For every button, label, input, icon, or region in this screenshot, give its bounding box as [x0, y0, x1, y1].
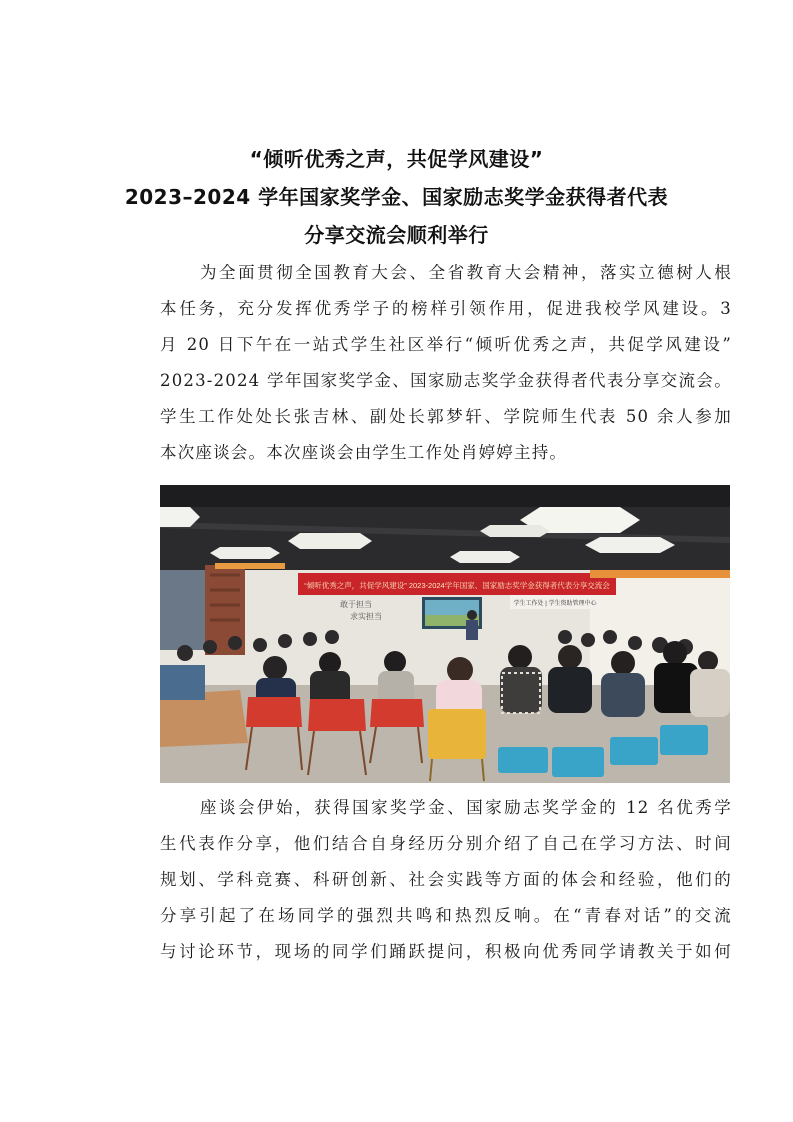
title-line-3: 分享交流会顺利举行: [304, 223, 489, 247]
banner-text: “倾听优秀之声，共促学风建设” 2023-2024学年国家、国家励志奖学金获得者代表分享交流会: [304, 581, 610, 590]
paragraph2-line: 座谈会伊始，获得国家奖学金、国家励志奖学金的 12 名优秀学: [200, 798, 732, 817]
event-photo: [160, 485, 730, 783]
paragraph1-line: 2023-2024 学年国家奖学金、国家励志奖学金获得者代表分享交流会。: [160, 371, 732, 390]
paragraph1-line: 本任务，充分发挥优秀学子的榜样引领作用，促进我校学风建设。3: [160, 299, 732, 318]
wall-text-1: 敢于担当: [340, 600, 372, 609]
paragraph2-line: 规划、学科竞赛、科研创新、社会实践等方面的体会和经验，他们的: [160, 870, 732, 889]
paragraph1-line: 本次座谈会。本次座谈会由学生工作处肖婷婷主持。: [160, 443, 568, 462]
paragraph1-line: 学生工作处处长张吉林、副处长郭梦轩、学院师生代表 50 余人参加: [160, 407, 732, 426]
paragraph2-line: 分享引起了在场同学的强烈共鸣和热烈反响。在“青春对话”的交流: [160, 906, 732, 925]
paragraph1-line: 月 20 日下午在一站式学生社区举行“倾听优秀之声，共促学风建设”: [160, 335, 732, 354]
paragraph2-line: 与讨论环节，现场的同学们踊跃提问，积极向优秀同学请教关于如何: [160, 942, 732, 961]
wall-text-2: 求实担当: [350, 612, 382, 621]
paragraph2-line: 生代表作分享，他们结合自身经历分别介绍了自己在学习方法、时间: [160, 834, 732, 853]
title-line-1: “倾听优秀之声，共促学风建设”: [249, 147, 544, 171]
paragraph1-line: 为全面贯彻全国教育大会、全省教育大会精神，落实立德树人根: [200, 263, 732, 282]
banner-sub-text: 学生工作处 | 学生资助管理中心: [513, 601, 597, 607]
title-line-2: 2023–2024 学年国家奖学金、国家励志奖学金获得者代表: [124, 185, 669, 209]
